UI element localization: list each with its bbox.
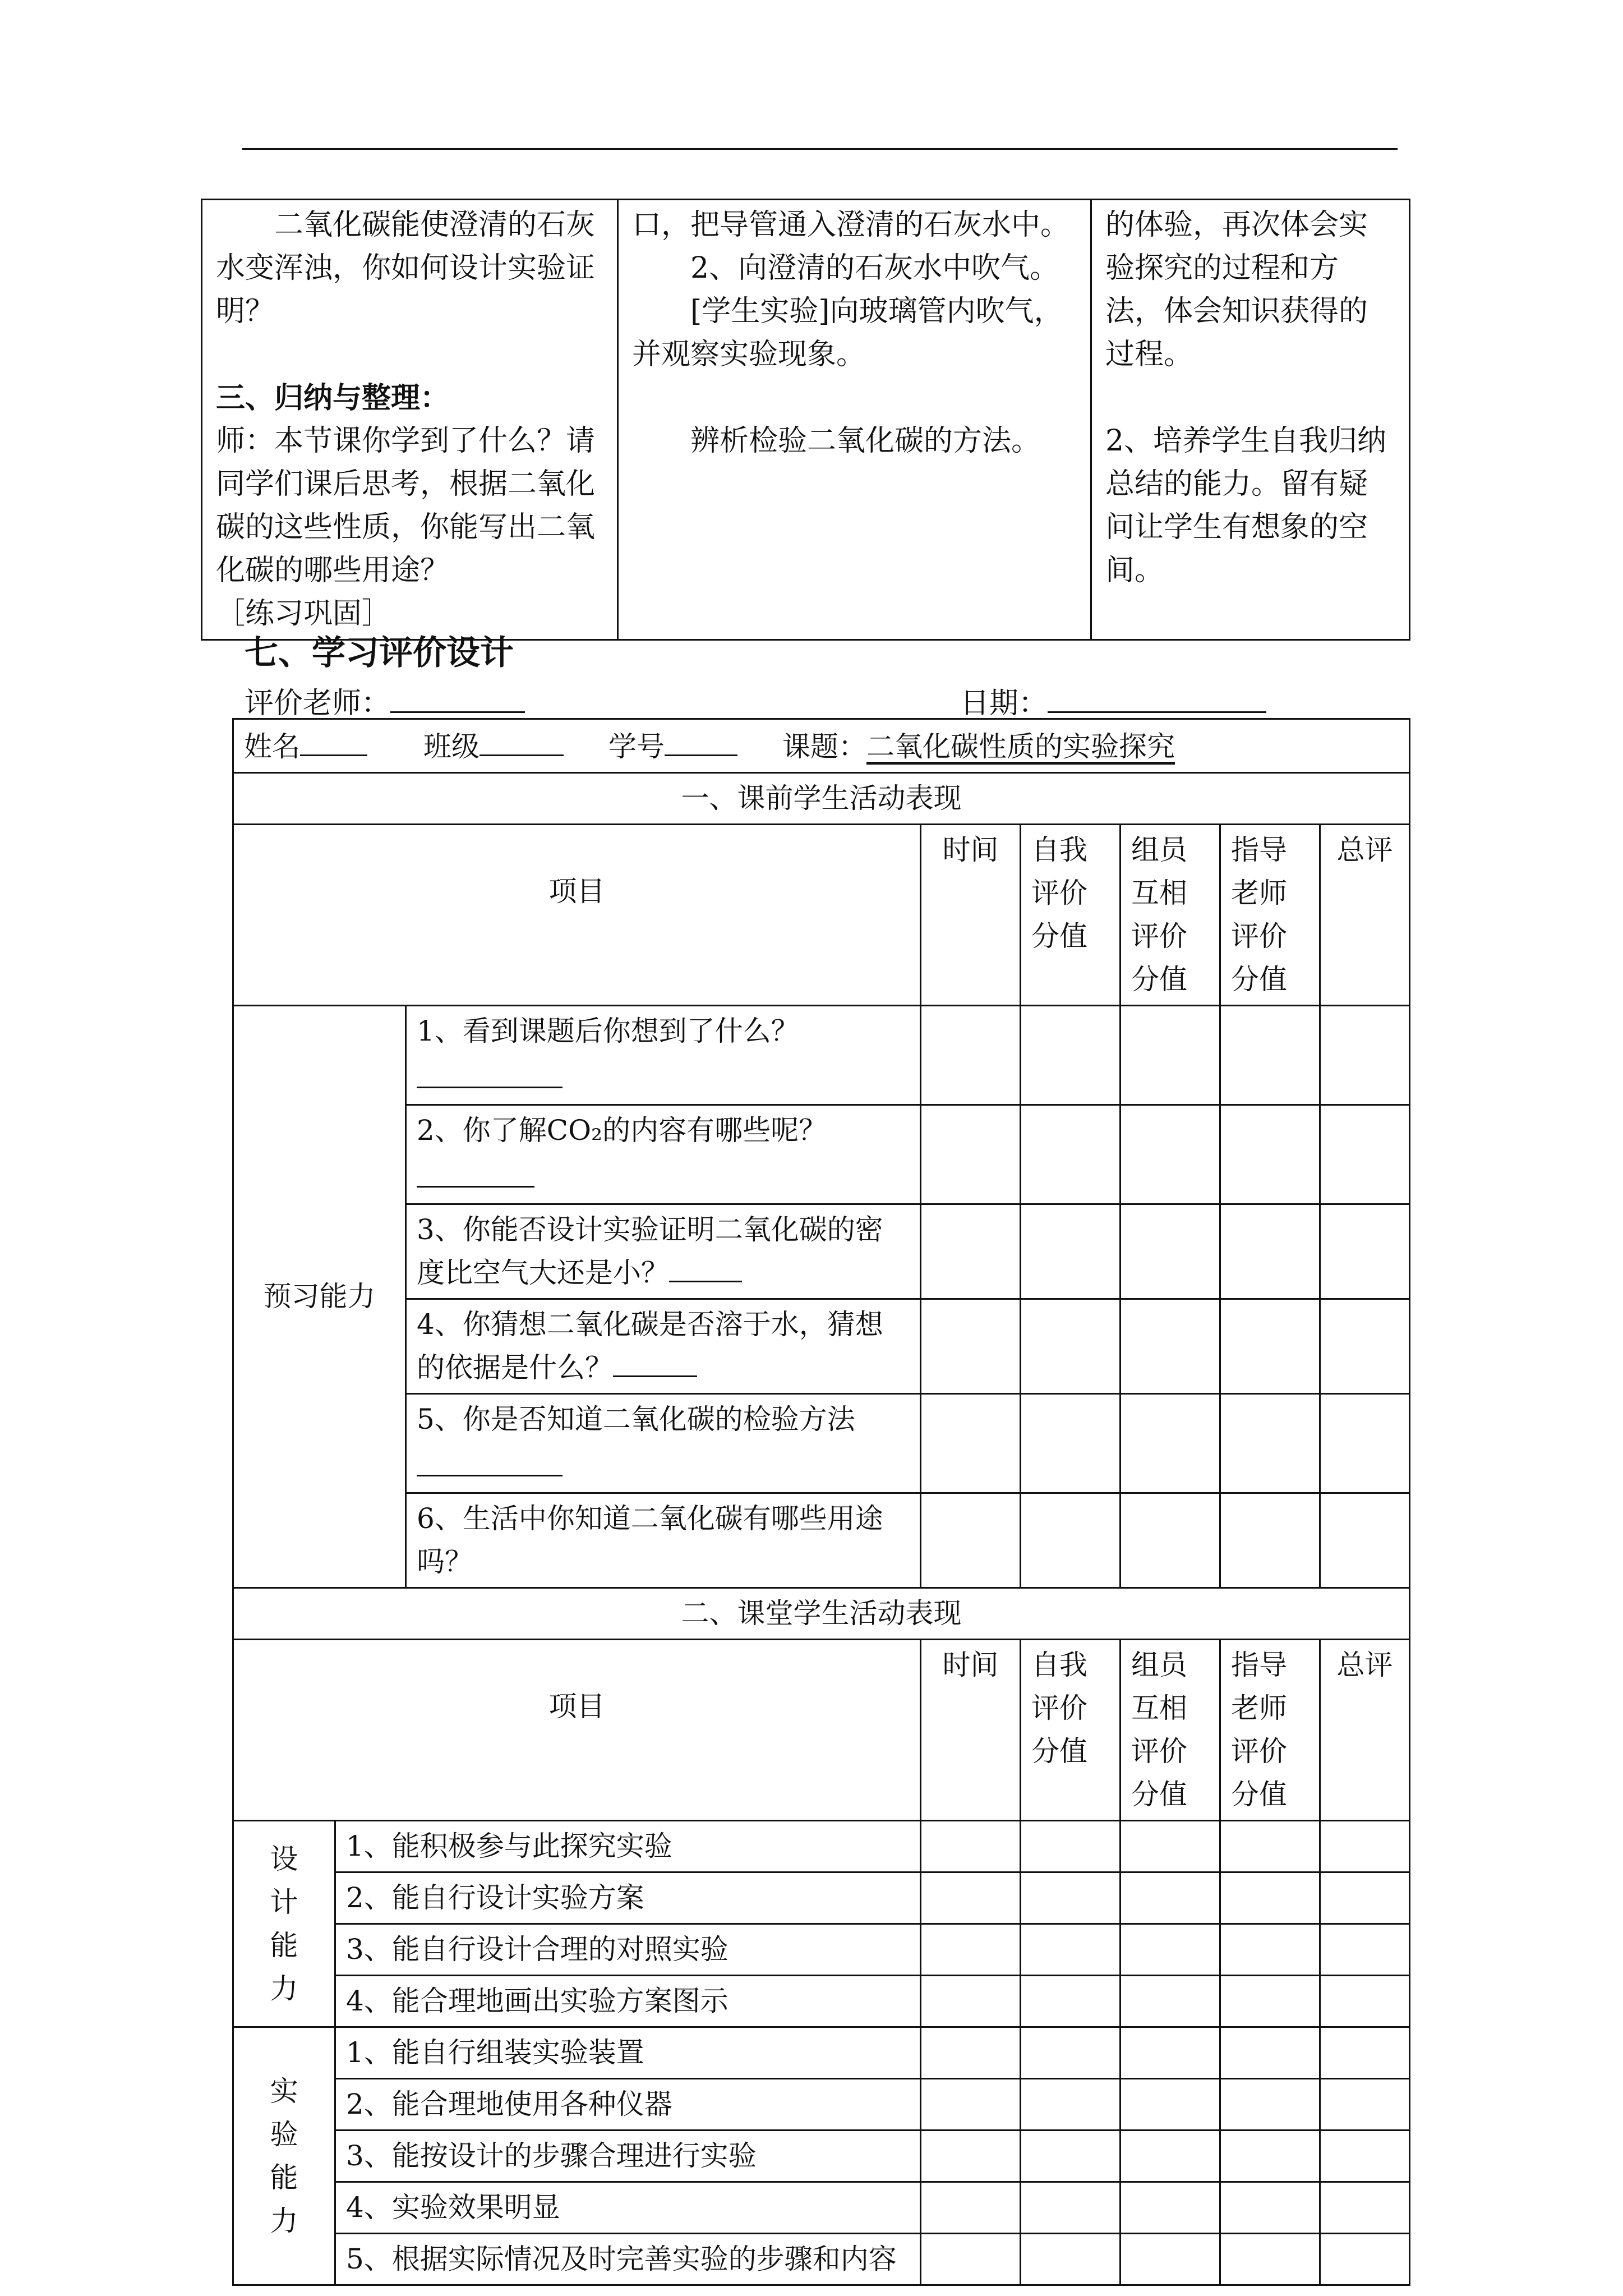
in-header-self: 自我评价分值 [1021,1640,1121,1821]
score-cell[interactable] [1320,2079,1410,2131]
score-cell[interactable] [1021,2234,1121,2285]
score-cell[interactable] [1220,2131,1320,2182]
score-cell[interactable] [921,1006,1021,1105]
score-cell[interactable] [1121,1924,1220,1976]
score-cell[interactable] [1021,2079,1121,2131]
pre-header-item: 项目 [233,825,921,1006]
student-info-row [233,719,1410,773]
score-cell[interactable] [1121,1976,1220,2027]
score-cell[interactable] [1220,1493,1320,1588]
score-cell[interactable] [1021,2182,1121,2234]
score-cell[interactable] [1320,1493,1410,1588]
score-cell[interactable] [1320,2027,1410,2079]
score-cell[interactable] [1220,1394,1320,1493]
teacher-blank[interactable] [390,680,525,713]
pre-item-3-blank[interactable] [669,1253,742,1282]
plan-student-line3: [学生实验]向玻璃管内吹气，并观察实验现象。 [632,295,1063,371]
score-cell[interactable] [1320,1821,1410,1872]
pre-header-time: 时间 [921,825,1021,1006]
lesson-plan-table [201,199,1410,641]
evaluation-table [232,718,1410,2286]
score-cell[interactable] [1021,1493,1121,1588]
design-item-3: 3、能自行设计合理的对照实验 [335,1924,921,1976]
plan-student-line1: 口，把导管通入澄清的石灰水中。 [632,208,1070,242]
score-cell[interactable] [921,2131,1021,2182]
plan-section-heading: 三、归纳与整理： [216,381,450,415]
plan-student-line4: 辨析检验二氧化碳的方法。 [690,424,1041,458]
plan-teacher-text: 师：本节课你学到了什么？请同学们课后思考，根据二氧化碳的这些性质，你能写出二氧化碳的哪些用途？ [216,424,596,587]
score-cell[interactable] [1021,1924,1121,1976]
name-label: 姓名 [244,730,300,763]
score-cell[interactable] [1021,2131,1121,2182]
score-cell[interactable] [1320,1006,1410,1105]
plan-student-line2: 2、向澄清的石灰水中吹气。 [690,251,1059,285]
score-cell[interactable] [1121,2182,1220,2234]
score-cell[interactable] [1320,2182,1410,2234]
pre-header-teacher: 指导老师评价分值 [1220,825,1320,1006]
plan-col-intent [1091,200,1410,640]
pre-item-6: 6、生活中你知道二氧化碳有哪些用途吗？ [406,1493,921,1588]
design-item-1: 1、能积极参与此探究实验 [335,1821,921,1872]
experiment-item-3: 3、能按设计的步骤合理进行实验 [335,2131,921,2182]
score-cell[interactable] [1121,1872,1220,1924]
score-cell[interactable] [1121,1299,1220,1394]
pre-category: 预习能力 [233,1006,406,1588]
score-cell[interactable] [1320,1105,1410,1204]
pre-item-1-blank[interactable] [417,1053,562,1088]
score-cell[interactable] [1121,1006,1220,1105]
class-blank[interactable] [479,723,564,756]
score-cell[interactable] [1320,2131,1410,2182]
topic-value: 二氧化碳性质的实验探究 [866,730,1175,763]
in-class-title: 二、课堂学生活动表现 [233,1588,1410,1640]
pre-item-2-blank[interactable] [417,1152,534,1188]
score-cell[interactable] [921,2027,1021,2079]
pre-item-3: 3、你能否设计实验证明二氧化碳的密度比空气大还是小？ [406,1204,921,1299]
score-cell[interactable] [1021,1299,1121,1394]
score-cell[interactable] [1121,2079,1220,2131]
design-item-4: 4、能合理地画出实验方案图示 [335,1976,921,2027]
score-cell[interactable] [921,1394,1021,1493]
pre-item-4-blank[interactable] [613,1347,697,1377]
score-cell[interactable] [921,1924,1021,1976]
experiment-item-4: 4、实验效果明显 [335,2182,921,2234]
score-cell[interactable] [921,2234,1021,2285]
score-cell[interactable] [921,1872,1021,1924]
pre-header-peer: 组员互相评价分值 [1121,825,1220,1006]
plan-practice: ［练习巩固］ [216,597,391,631]
score-cell[interactable] [921,2182,1021,2234]
date-label: 日期： [960,687,1048,720]
score-cell[interactable] [1220,2182,1320,2234]
in-header-time: 时间 [921,1640,1021,1821]
score-cell[interactable] [1021,1105,1121,1204]
plan-intent-para2: 2、培养学生自我归纳总结的能力。留有疑问让学生有想象的空间。 [1105,424,1387,587]
score-cell[interactable] [1220,1924,1320,1976]
score-cell[interactable] [1121,1493,1220,1588]
design-item-2: 2、能自行设计实验方案 [335,1872,921,1924]
id-blank[interactable] [665,723,737,756]
pre-item-1: 1、看到课题后你想到了什么？ [406,1006,921,1105]
score-cell[interactable] [1320,1204,1410,1299]
score-cell[interactable] [1121,2131,1220,2182]
score-cell[interactable] [921,1976,1021,2027]
score-cell[interactable] [1220,1105,1320,1204]
score-cell[interactable] [1220,1204,1320,1299]
date-blank[interactable] [1048,680,1266,713]
class-label: 班级 [423,730,479,763]
score-cell[interactable] [1320,1394,1410,1493]
score-cell[interactable] [1320,1924,1410,1976]
score-cell[interactable] [1320,2234,1410,2285]
score-cell[interactable] [1220,2234,1320,2285]
plan-intent-para1: 的体验，再次体会实验探究的过程和方法，体会知识获得的过程。 [1105,208,1368,371]
score-cell[interactable] [1021,1821,1121,1872]
in-header-peer: 组员互相评价分值 [1121,1640,1220,1821]
score-cell[interactable] [1220,1299,1320,1394]
score-cell[interactable] [1220,2079,1320,2131]
in-header-teacher: 指导老师评价分值 [1220,1640,1320,1821]
score-cell[interactable] [1220,1976,1320,2027]
score-cell[interactable] [1121,1204,1220,1299]
plan-question: 二氧化碳能使澄清的石灰水变浑浊，你如何设计实验证明？ [216,208,596,328]
teacher-label: 评价老师： [245,687,391,720]
pre-item-2: 2、你了解CO₂的内容有哪些呢？ [406,1105,921,1204]
section-title: 七、学习评价设计 [245,633,514,673]
score-cell[interactable] [1220,1821,1320,1872]
score-cell[interactable] [1121,1394,1220,1493]
score-cell[interactable] [1220,1872,1320,1924]
score-cell[interactable] [921,1493,1021,1588]
score-cell[interactable] [1121,1105,1220,1204]
pre-header-total: 总评 [1320,825,1410,1006]
score-cell[interactable] [921,2079,1021,2131]
score-cell[interactable] [1021,2027,1121,2079]
in-header-total: 总评 [1320,1640,1410,1821]
score-cell[interactable] [1021,1872,1121,1924]
experiment-category: 实验能力 [233,2027,335,2285]
experiment-item-1: 1、能自行组装实验装置 [335,2027,921,2079]
score-cell[interactable] [1121,2027,1220,2079]
score-cell[interactable] [1121,1821,1220,1872]
pre-item-5-blank[interactable] [417,1441,562,1476]
design-category: 设计能力 [233,1821,335,2027]
score-cell[interactable] [1320,1976,1410,2027]
topic-label: 课题： [782,730,866,763]
id-label: 学号 [608,730,665,763]
date-field [960,680,1266,723]
score-cell[interactable] [921,1299,1021,1394]
pre-class-title: 一、课前学生活动表现 [233,773,1410,825]
score-cell[interactable] [921,1821,1021,1872]
score-cell[interactable] [1320,1872,1410,1924]
pre-header-self: 自我评价分值 [1021,825,1121,1006]
score-cell[interactable] [921,1204,1021,1299]
score-cell[interactable] [1220,2027,1320,2079]
score-cell[interactable] [1121,2234,1220,2285]
header-rule [242,148,1398,150]
pre-item-5: 5、你是否知道二氧化碳的检验方法 [406,1394,921,1493]
experiment-item-2: 2、能合理地使用各种仪器 [335,2079,921,2131]
name-blank[interactable] [300,723,367,756]
teacher-field [245,680,525,723]
score-cell[interactable] [1021,1006,1121,1105]
score-cell[interactable] [1320,1299,1410,1394]
score-cell[interactable] [1021,1204,1121,1299]
score-cell[interactable] [921,1105,1021,1204]
plan-col-teacher [202,200,618,640]
experiment-item-5: 5、根据实际情况及时完善实验的步骤和内容 [335,2234,921,2285]
in-header-item: 项目 [233,1640,921,1821]
pre-item-4: 4、你猜想二氧化碳是否溶于水，猜想的依据是什么？ [406,1299,921,1394]
score-cell[interactable] [1021,1394,1121,1493]
score-cell[interactable] [1220,1006,1320,1105]
score-cell[interactable] [1021,1976,1121,2027]
plan-col-student [618,200,1091,640]
